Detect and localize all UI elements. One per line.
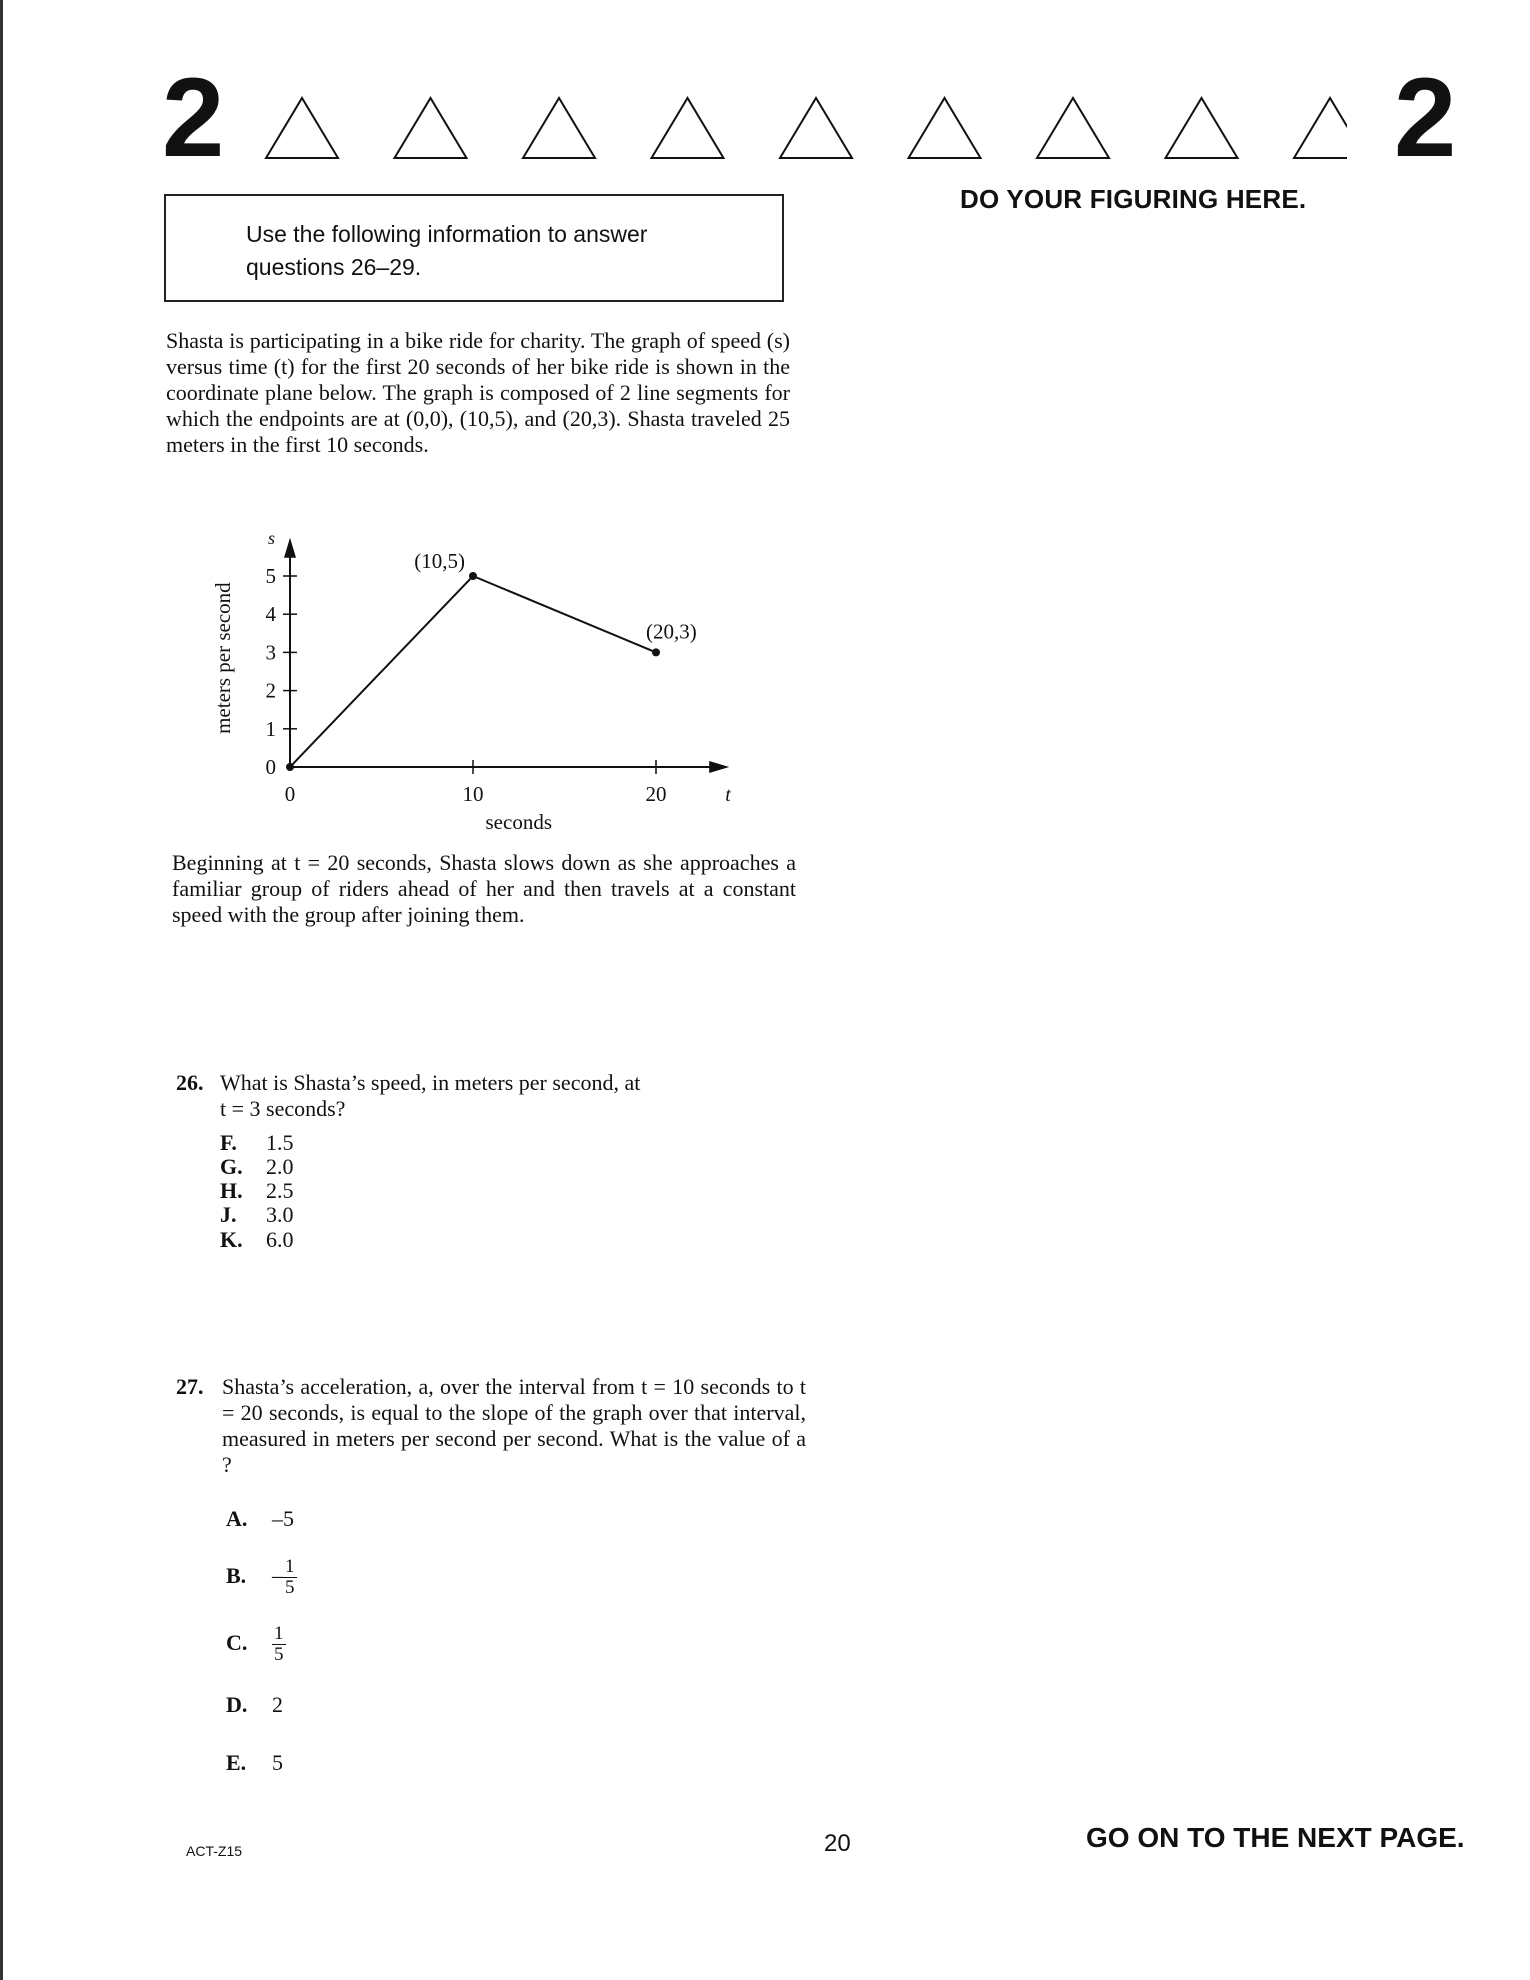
option-letter: E. — [226, 1750, 247, 1775]
option-value: 6.0 — [266, 1227, 294, 1252]
option-fraction — [272, 1624, 286, 1665]
q27-option-1 — [226, 1506, 294, 1532]
option-letter: F. — [220, 1130, 237, 1155]
point-label-10-5: (10,5) — [414, 549, 465, 573]
option-value: 5 — [272, 1750, 283, 1775]
next-page-label: GO ON TO THE NEXT PAGE. — [1086, 1822, 1465, 1853]
triangle-icon — [780, 98, 852, 158]
q27-stem — [176, 1374, 806, 1478]
triangle-icon — [1166, 98, 1238, 158]
option-value: 2 — [272, 1692, 283, 1717]
page-number: 20 — [824, 1830, 851, 1857]
x-tick-label: 0 — [284, 782, 296, 806]
triangle-icon — [652, 98, 724, 158]
y-tick-label: 1 — [265, 716, 276, 741]
option-letter: G. — [220, 1154, 243, 1179]
y-axis-title: meters per second — [211, 582, 235, 734]
option-value: 2.5 — [266, 1178, 294, 1203]
question-27 — [176, 1374, 806, 1478]
speed-time-graph — [200, 510, 760, 840]
data-point — [286, 763, 294, 771]
question-26 — [176, 1070, 800, 1122]
q26-option-5 — [220, 1227, 294, 1253]
q27-option-3 — [226, 1624, 286, 1665]
x-axis-title: seconds — [485, 810, 552, 834]
fraction-numerator: 1 — [274, 1623, 284, 1644]
q26-text-line1: What is Shasta’s speed, in meters per second, at — [220, 1070, 641, 1095]
triangle-icon — [909, 98, 981, 158]
scan-edge-line — [0, 0, 3, 1980]
q27-option-4 — [226, 1692, 283, 1718]
q27-option-5 — [226, 1750, 283, 1776]
y-tick-label: 5 — [265, 564, 276, 588]
option-value: 2.0 — [266, 1154, 294, 1179]
y-tick-label: 2 — [265, 678, 276, 703]
option-letter: K. — [220, 1227, 243, 1252]
footer-code: ACT-Z15 — [186, 1843, 243, 1859]
option-letter: D. — [226, 1692, 248, 1717]
triangle-icon — [1294, 98, 1347, 158]
q26-stem — [176, 1070, 800, 1122]
triangle-icon — [266, 98, 338, 158]
x-tick-label: 20 — [645, 782, 667, 806]
q26-option-4 — [220, 1202, 294, 1228]
y-tick-label: 4 — [265, 602, 276, 627]
option-letter: H. — [220, 1178, 243, 1203]
x-axis-letter: t — [725, 784, 731, 806]
info-box-text — [246, 218, 766, 284]
option-letter: B. — [226, 1562, 247, 1588]
speed-line — [290, 576, 656, 767]
q26-option-1 — [220, 1130, 294, 1156]
fraction-denominator: 5 — [285, 1577, 295, 1598]
option-value: 3.0 — [266, 1202, 294, 1227]
option-value: –5 — [272, 1506, 294, 1531]
intro-paragraph: Shasta is participating in a bike ride for charity. The graph of speed (s) versus time (t) for the first 20 seconds of her bike ride is shown in the coordinate plane below. The graph is composed of 2 line segments for which the endpoints are at (0,0), (10,5), and (20,3). Shasta traveled 25 meters in the first 10 seconds. — [166, 328, 790, 457]
data-point — [469, 572, 477, 580]
fraction-denominator: 5 — [274, 1644, 284, 1665]
fraction-numerator: 1 — [285, 1556, 295, 1577]
y-tick-label: 0 — [265, 755, 276, 779]
y-axis-letter: s — [268, 527, 276, 548]
option-sign: – — [272, 1562, 283, 1588]
figuring-label: DO YOUR FIGURING HERE. — [960, 184, 1307, 214]
triangle-icon — [395, 98, 467, 158]
y-tick-label: 3 — [265, 640, 276, 665]
data-point — [652, 648, 660, 656]
q26-option-3 — [220, 1178, 294, 1204]
q26-number: 26. — [176, 1070, 204, 1095]
option-letter: A. — [226, 1506, 248, 1531]
q26-text-line2: t = 3 seconds? — [220, 1096, 346, 1121]
x-axis-arrow-icon — [709, 761, 729, 773]
option-letter: J. — [220, 1202, 237, 1227]
q26-option-2 — [220, 1154, 294, 1180]
section-number-left: 2 — [162, 55, 225, 180]
x-tick-label: 10 — [462, 782, 484, 806]
q27-option-2 — [226, 1557, 297, 1598]
info-line-1: Use the following information to answer — [246, 221, 648, 247]
q27-number: 27. — [176, 1374, 204, 1399]
triangle-icon — [523, 98, 595, 158]
option-value: 1.5 — [266, 1130, 294, 1155]
point-label-20-3: (20,3) — [646, 619, 697, 644]
triangle-icon — [1037, 98, 1109, 158]
triangle-row — [262, 96, 1347, 164]
info-line-2: questions 26–29. — [246, 254, 422, 280]
after-paragraph: Beginning at t = 20 seconds, Shasta slows down as she approaches a familiar group of riders ahead of her and then travels at a constant speed with the group after joining them. — [172, 850, 796, 927]
option-fraction — [283, 1557, 297, 1598]
option-letter: C. — [226, 1629, 248, 1655]
y-axis-arrow-icon — [284, 538, 296, 558]
section-number-right: 2 — [1394, 55, 1457, 180]
q27-text: Shasta’s acceleration, a, over the interval from t = 10 seconds to t = 20 seconds, is equal to the slope of the graph over that interval, measured in meters per second per second. What is the value of a ? — [222, 1374, 806, 1477]
